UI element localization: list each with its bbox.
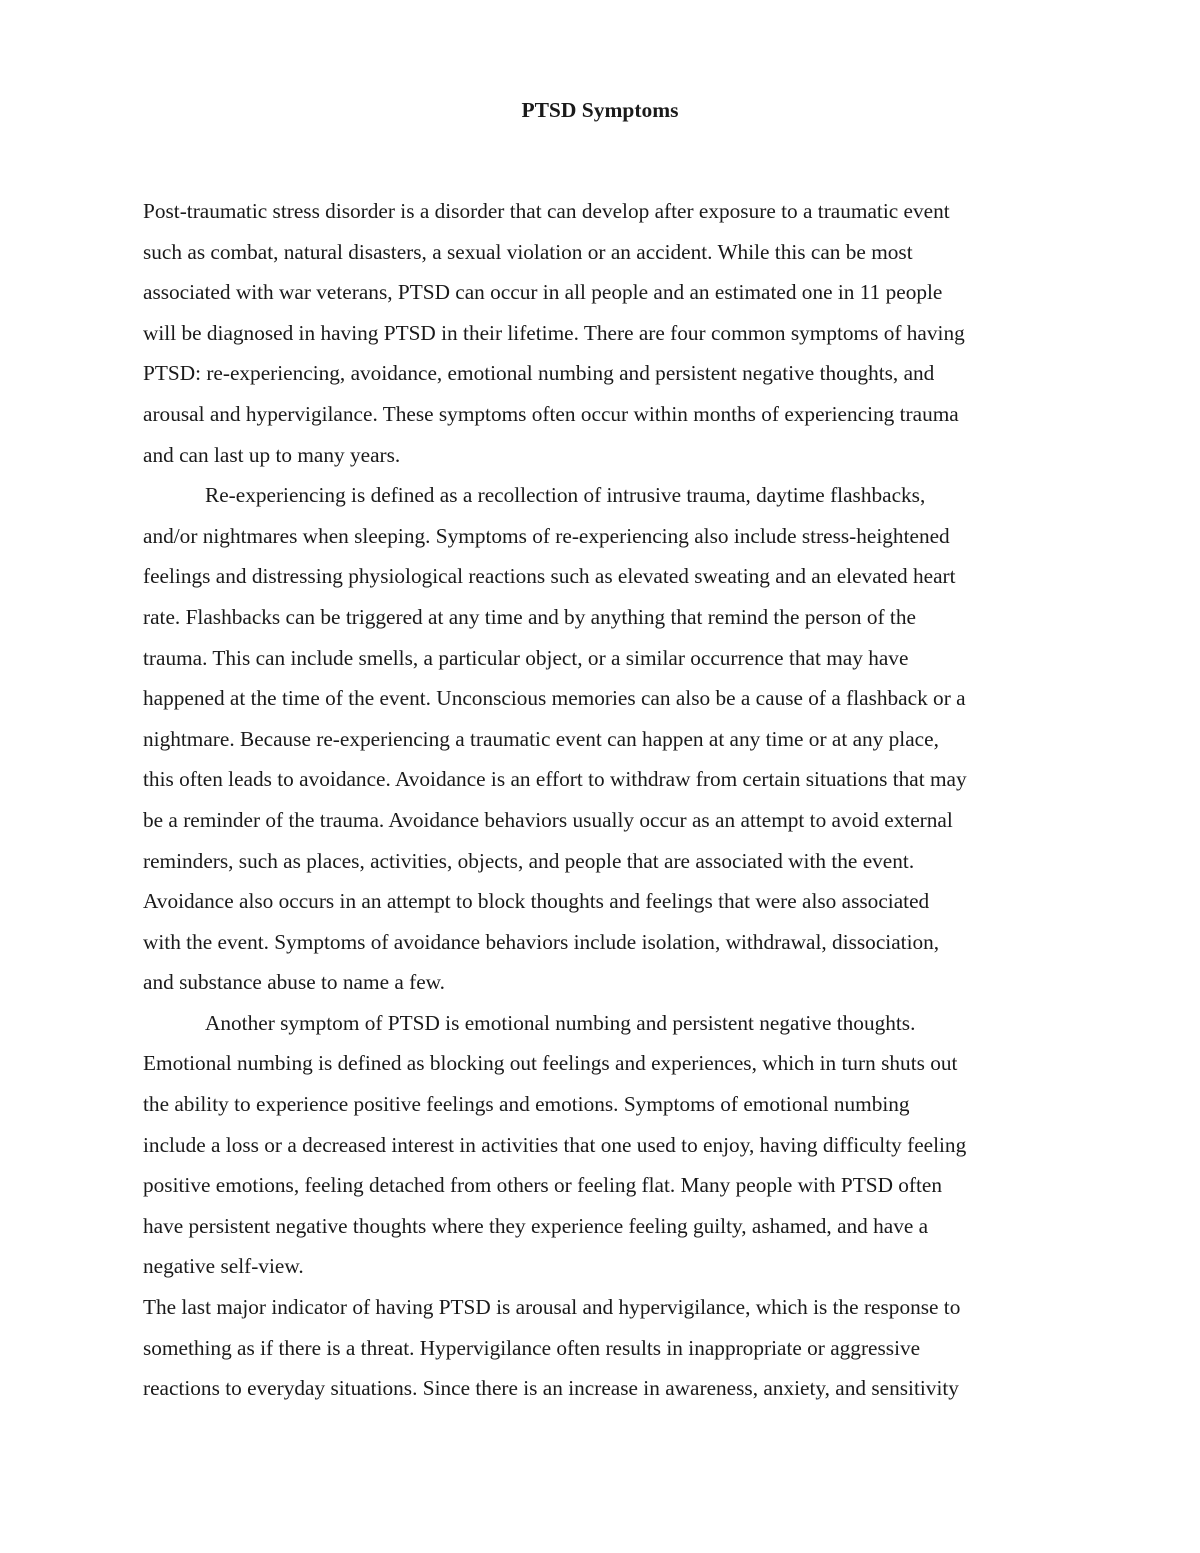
text-line: the ability to experience positive feelings and emotions. Symptoms of emotional numbing (143, 1092, 910, 1117)
text-line: associated with war veterans, PTSD can occur in all people and an estimated one in 11 people (143, 280, 943, 305)
text-line: Another symptom of PTSD is emotional numbing and persistent negative thoughts. (205, 1010, 916, 1035)
text-line: Re-experiencing is defined as a recollection of intrusive trauma, daytime flashbacks, (205, 483, 926, 508)
text-line: The last major indicator of having PTSD is arousal and hypervigilance, which is the response to (143, 1295, 961, 1320)
text-line: such as combat, natural disasters, a sexual violation or an accident. While this can be most (143, 239, 913, 264)
text-line: and can last up to many years. (143, 442, 401, 467)
text-line: and/or nightmares when sleeping. Symptoms of re-experiencing also include stress-heightened (143, 523, 950, 548)
text-line: negative self-view. (143, 1254, 304, 1279)
paragraph-hypervigilance (143, 1287, 1063, 1409)
text-line: include a loss or a decreased interest in activities that one used to enjoy, having difficulty feeling (143, 1132, 967, 1157)
document-body (143, 191, 1063, 1409)
text-line: rate. Flashbacks can be triggered at any time and by anything that remind the person of the (143, 604, 916, 629)
paragraph-emotional-numbing (143, 1003, 1063, 1287)
text-line: feelings and distressing physiological reactions such as elevated sweating and an elevated heart (143, 564, 956, 589)
text-line: nightmare. Because re-experiencing a traumatic event can happen at any time or at any place, (143, 726, 939, 751)
text-line: trauma. This can include smells, a particular object, or a similar occurrence that may have (143, 645, 909, 670)
text-line: with the event. Symptoms of avoidance behaviors include isolation, withdrawal, dissociation, (143, 929, 940, 954)
text-line: and substance abuse to name a few. (143, 970, 445, 995)
text-line: be a reminder of the trauma. Avoidance behaviors usually occur as an attempt to avoid external (143, 807, 953, 832)
paragraph-re-experiencing (143, 475, 1063, 1003)
text-line: Emotional numbing is defined as blocking out feelings and experiences, which in turn shuts out (143, 1051, 958, 1076)
document-title: PTSD Symptoms (521, 98, 679, 122)
text-line: arousal and hypervigilance. These symptoms often occur within months of experiencing trauma (143, 401, 959, 426)
text-line: have persistent negative thoughts where they experience feeling guilty, ashamed, and have a (143, 1213, 929, 1238)
text-line: positive emotions, feeling detached from others or feeling flat. Many people with PTSD often (143, 1173, 943, 1198)
text-line: reactions to everyday situations. Since there is an increase in awareness, anxiety, and sensitivity (143, 1376, 959, 1401)
text-line: something as if there is a threat. Hypervigilance often results in inappropriate or aggressive (143, 1335, 921, 1360)
text-line: happened at the time of the event. Unconscious memories can also be a cause of a flashback or a (143, 686, 966, 711)
text-line: Avoidance also occurs in an attempt to block thoughts and feelings that were also associated (143, 889, 930, 914)
text-line: PTSD: re-experiencing, avoidance, emotional numbing and persistent negative thoughts, and (143, 361, 935, 386)
text-line: reminders, such as places, activities, objects, and people that are associated with the event. (143, 848, 915, 873)
paragraph-intro (143, 191, 1063, 475)
text-line: will be diagnosed in having PTSD in their lifetime. There are four common symptoms of having (143, 320, 965, 345)
text-line: this often leads to avoidance. Avoidance is an effort to withdraw from certain situations that may (143, 767, 967, 792)
text-line: Post-traumatic stress disorder is a disorder that can develop after exposure to a traumatic event (143, 199, 950, 223)
